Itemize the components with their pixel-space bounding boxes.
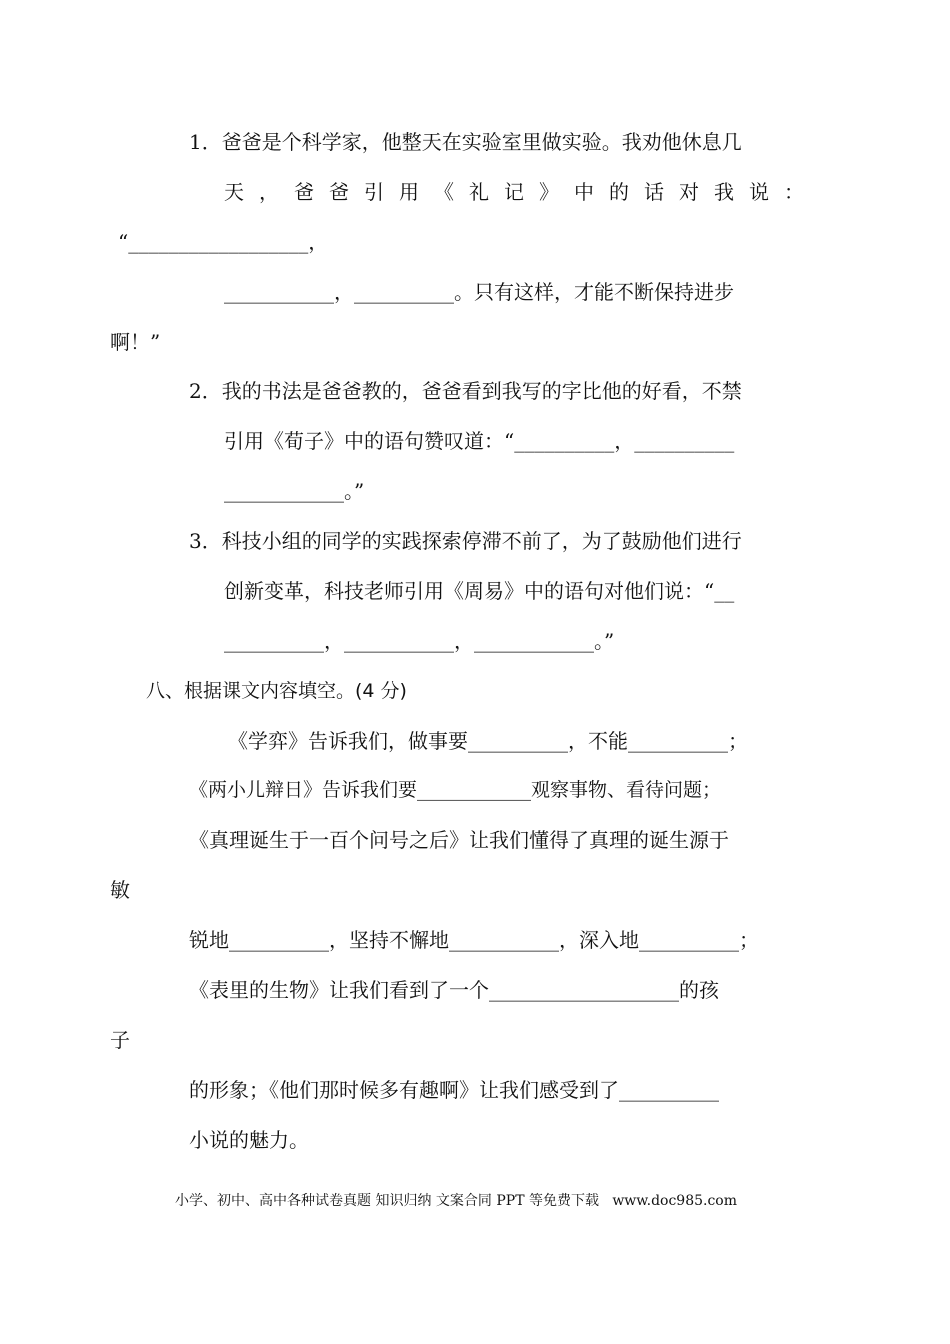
section-8-line-7: 子 [110,1028,130,1052]
section-8-heading: 八、根据课文内容填空。(4 分) [146,680,407,702]
section-8-line-8: 的形象；《他们那时候多有趣啊》让我们感受到了__________ [189,1078,719,1102]
question-1-line-1: 1．爸爸是个科学家，他整天在实验室里做实验。我劝他休息几 [189,130,742,154]
question-2-line-3: ____________。” [224,479,365,503]
question-1-line-3: “__________________， [118,230,329,254]
question-1-line-5: 啊！” [110,330,161,354]
section-8-line-9: 小说的魅力。 [189,1128,309,1152]
question-2-line-1: 2．我的书法是爸爸教的，爸爸看到我写的字比他的好看，不禁 [189,379,742,403]
question-1-line-4: ___________，__________。只有这样，才能不断保持进步 [224,280,734,304]
section-8-line-4: 敏 [110,878,130,902]
section-8-line-5: 锐地__________，坚持不懈地___________，深入地__________； [189,928,759,952]
question-3-line-2: 创新变革，科技老师引用《周易》中的语句对他们说：“__ [224,579,735,603]
section-8-line-6: 《表里的生物》让我们看到了一个___________________的孩 [189,978,719,1002]
question-3-line-3: __________，___________，____________。” [224,629,615,653]
question-3-line-1: 3．科技小组的同学的实践探索停滞不前了，为了鼓励他们进行 [189,529,742,553]
section-8-line-2: 《两小儿辩日》告诉我们要____________观察事物、看待问题； [189,779,722,801]
page-footer: 小学、初中、高中各种试卷真题 知识归纳 文案合同 PPT 等免费下载 www.doc985.com [175,1193,738,1209]
section-8-line-1: 《学弈》告诉我们，做事要__________，不能__________； [228,729,748,753]
question-2-line-2: 引用《荀子》中的语句赞叹道：“__________，__________ [224,429,735,453]
question-1-line-2: 天，爸爸引用《礼记》中的话对我说： [224,180,819,204]
section-8-line-3: 《真理诞生于一百个问号之后》让我们懂得了真理的诞生源于 [189,828,729,852]
